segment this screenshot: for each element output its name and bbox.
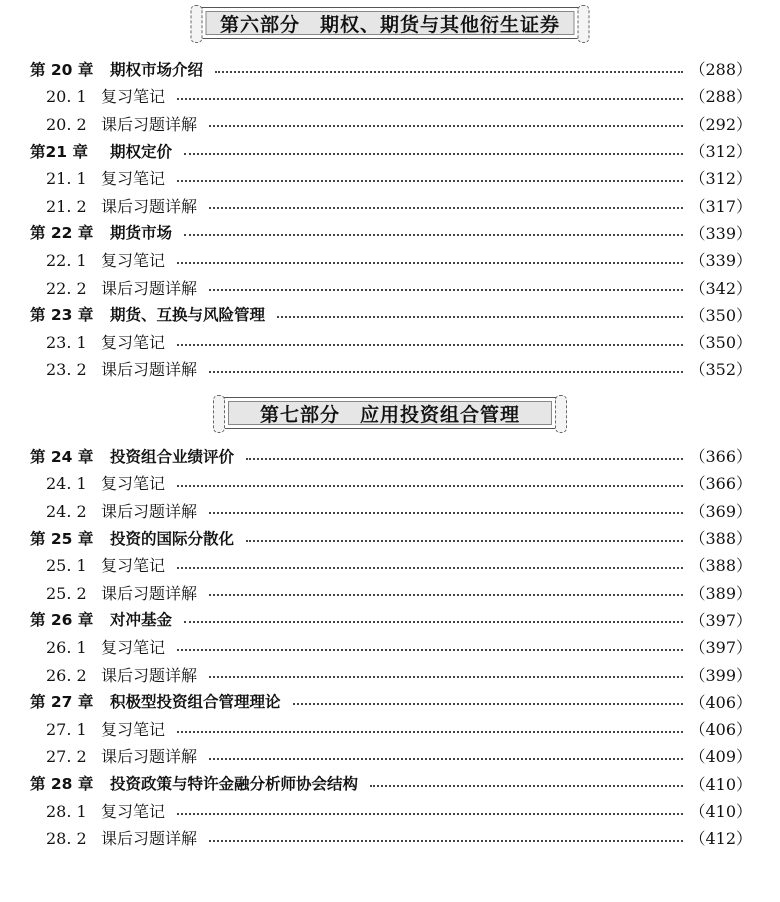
toc-entry-title: 复习笔记 [101, 720, 166, 740]
toc-entry-number: 28. 2 [46, 829, 87, 849]
dot-leader [209, 512, 683, 514]
toc-entry-number: 25. 1 [46, 556, 87, 576]
toc-page-number: （339） [689, 223, 752, 243]
dot-leader [184, 234, 683, 236]
toc-entry-label [30, 140, 178, 162]
toc-entry-label [30, 276, 203, 299]
toc-page-number: （288） [689, 60, 752, 80]
toc-entry-label [30, 445, 240, 467]
toc-entry-title: 期货市场 [110, 224, 173, 243]
dot-leader [209, 758, 683, 760]
toc-chapter-row[interactable] [30, 55, 752, 82]
toc-entry-label [30, 690, 287, 712]
toc-entry-title: 复习笔记 [101, 169, 166, 189]
toc-entry-title: 复习笔记 [101, 333, 166, 353]
toc-entry-number: 第 28 章 [30, 775, 94, 794]
dot-leader [293, 703, 684, 705]
toc-entry-number: 23. 2 [46, 360, 87, 380]
toc-entry-label [30, 772, 364, 794]
toc-entry-number: 第 25 章 [30, 529, 94, 548]
toc-page-number: （406） [689, 692, 752, 712]
dot-leader [277, 316, 683, 318]
dot-leader [177, 98, 683, 100]
banner-ornament-left [213, 395, 225, 433]
toc-entry-title: 课后习题详解 [101, 360, 198, 380]
toc-entry-title: 投资政策与特许金融分析师协会结构 [110, 775, 359, 794]
toc-entry-label [30, 221, 178, 243]
dot-leader [177, 344, 683, 346]
toc-entry-label [30, 527, 240, 549]
toc-entry-number: 第 26 章 [30, 611, 94, 630]
dot-leader [177, 567, 683, 569]
toc-page-number: （399） [689, 665, 752, 685]
toc-entry-number: 第 24 章 [30, 447, 94, 466]
dot-leader [209, 289, 683, 291]
toc-entry-title: 投资组合业绩评价 [110, 447, 235, 466]
dot-leader [177, 180, 683, 182]
toc-entry-title: 课后习题详解 [101, 829, 198, 849]
banner-ornament-right [578, 5, 590, 43]
toc-entry-label [30, 84, 171, 107]
toc-section-row[interactable] [30, 742, 752, 769]
dot-leader [209, 125, 683, 127]
toc-page-number: （352） [689, 360, 752, 380]
toc-page-number: （410） [689, 802, 752, 821]
toc-entry-title: 期权市场介绍 [110, 60, 204, 79]
toc-entry-title: 期权定价 [110, 142, 173, 161]
toc-chapter-row[interactable] [30, 442, 752, 469]
toc-page-number: （339） [689, 251, 752, 271]
toc-page-number: （410） [689, 774, 752, 794]
toc-section-row[interactable] [30, 797, 752, 824]
toc-entry-number: 22. 2 [46, 278, 87, 298]
toc-page-number: （412） [689, 829, 752, 849]
toc-chapter-row[interactable] [30, 301, 752, 328]
toc-entry-label [30, 717, 171, 740]
toc-entry-label [30, 58, 209, 80]
toc-entry-label [30, 635, 171, 658]
toc-entry-label [30, 826, 203, 849]
toc-section-row[interactable] [30, 246, 752, 273]
toc-entry-number: 24. 1 [46, 474, 87, 494]
toc-entry-title: 复习笔记 [101, 802, 166, 821]
toc-entry-title: 课后习题详解 [101, 583, 198, 603]
toc-page-number: （350） [689, 305, 752, 325]
toc-entry-number: 27. 2 [46, 747, 87, 767]
toc-entry-number: 20. 2 [46, 114, 87, 134]
dot-leader [209, 676, 683, 678]
toc-entry-label [30, 663, 203, 686]
toc-page-number: （342） [689, 278, 752, 298]
toc-entry-number: 28. 1 [46, 802, 87, 821]
toc-section-row[interactable] [30, 551, 752, 578]
toc-chapter-row[interactable] [30, 770, 752, 797]
toc-entry-title: 复习笔记 [101, 556, 166, 576]
toc-page-number: （350） [689, 333, 752, 353]
part-6-title: 第六部分 期权、期货与其他衍生证券 [220, 13, 561, 36]
dot-leader [177, 731, 683, 733]
dot-leader [177, 262, 683, 264]
toc-entry-title: 课后习题详解 [101, 278, 198, 298]
toc-section-row[interactable] [30, 824, 752, 851]
toc-entry-title: 期货、互换与风险管理 [110, 306, 266, 325]
toc-page-number: （288） [689, 87, 752, 107]
toc-entry-number: 第 27 章 [30, 693, 94, 712]
dot-leader [215, 71, 683, 73]
toc-entry-label [30, 166, 171, 189]
dot-leader [370, 785, 683, 787]
toc-page-number: （369） [689, 501, 752, 521]
toc-entry-title: 课后习题详解 [101, 114, 198, 134]
toc-section-row[interactable] [30, 497, 752, 524]
toc-entry-title: 课后习题详解 [101, 665, 198, 685]
toc-page-number: （292） [689, 114, 752, 134]
toc-section-row[interactable] [30, 191, 752, 218]
toc-entry-number: 20. 1 [46, 87, 87, 107]
toc-entry-number: 26. 1 [46, 638, 87, 658]
toc-section-row[interactable] [30, 469, 752, 496]
banner-ornament-left [191, 5, 203, 43]
toc-page-number: （397） [689, 638, 752, 658]
dot-leader [177, 649, 683, 651]
dot-leader [184, 621, 683, 623]
toc-page-number: （312） [689, 169, 752, 189]
dot-leader [177, 485, 683, 487]
part-6-banner [202, 7, 579, 39]
toc-entry-number: 第 23 章 [30, 306, 94, 325]
toc-entry-number: 27. 1 [46, 720, 87, 740]
toc-entry-number: 第 22 章 [30, 224, 94, 243]
toc-chapter-row[interactable] [30, 688, 752, 715]
toc-page-number: （406） [689, 720, 752, 740]
toc-entry-label [30, 799, 171, 822]
toc-entry-title: 复习笔记 [101, 638, 166, 658]
dot-leader [246, 540, 683, 542]
toc-entry-number: 21. 2 [46, 196, 87, 216]
toc-entry-label [30, 744, 203, 767]
toc-entry-title: 复习笔记 [101, 87, 166, 107]
toc-chapter-row[interactable] [30, 606, 752, 633]
part-7-banner [224, 397, 556, 429]
toc-entry-number: 21. 1 [46, 169, 87, 189]
banner-ornament-right [555, 395, 567, 433]
part-6-toc-list [30, 55, 752, 383]
toc-entry-number: 25. 2 [46, 583, 87, 603]
toc-entry-label [30, 581, 203, 604]
toc-entry-label [30, 608, 178, 630]
toc-entry-label [30, 499, 203, 522]
toc-entry-number: 第 20 章 [30, 60, 94, 79]
toc-entry-title: 课后习题详解 [101, 196, 198, 216]
toc-page-number: （397） [689, 610, 752, 630]
dot-leader [246, 458, 683, 460]
dot-leader [209, 207, 683, 209]
toc-entry-label [30, 303, 271, 325]
toc-section-row[interactable] [30, 578, 752, 605]
toc-entry-number: 24. 2 [46, 501, 87, 521]
toc-entry-label [30, 194, 203, 217]
toc-section-row[interactable] [30, 110, 752, 137]
toc-entry-title: 课后习题详解 [101, 501, 198, 521]
toc-section-row[interactable] [30, 82, 752, 109]
toc-entry-label [30, 471, 171, 494]
dot-leader [209, 840, 683, 842]
toc-entry-title: 积极型投资组合管理理论 [110, 693, 281, 712]
toc-page-number: （317） [689, 196, 752, 216]
toc-section-row[interactable] [30, 355, 752, 382]
toc-section-row[interactable] [30, 273, 752, 300]
toc-page-number: （389） [689, 583, 752, 603]
toc-page-number: （388） [689, 556, 752, 576]
toc-entry-number: 22. 1 [46, 251, 87, 271]
toc-entry-title: 课后习题详解 [101, 747, 198, 767]
toc-chapter-row[interactable] [30, 219, 752, 246]
toc-entry-label [30, 112, 203, 135]
part-7-toc-list [30, 442, 752, 851]
toc-chapter-row[interactable] [30, 524, 752, 551]
toc-entry-title: 对冲基金 [110, 611, 173, 630]
dot-leader [209, 371, 683, 373]
toc-chapter-row[interactable] [30, 137, 752, 164]
toc-section-row[interactable] [30, 633, 752, 660]
toc-entry-number: 26. 2 [46, 665, 87, 685]
toc-entry-number: 23. 1 [46, 333, 87, 353]
toc-page-number: （388） [689, 529, 752, 549]
dot-leader [209, 594, 683, 596]
part-7-title: 第七部分 应用投资组合管理 [259, 403, 520, 426]
toc-page-number: （366） [689, 474, 752, 494]
dot-leader [184, 153, 683, 155]
toc-section-row[interactable] [30, 660, 752, 687]
toc-section-row[interactable] [30, 715, 752, 742]
toc-page-number: （366） [689, 447, 752, 467]
toc-section-row[interactable] [30, 164, 752, 191]
toc-entry-label [30, 248, 171, 271]
toc-entry-label [30, 553, 171, 576]
toc-entry-title: 投资的国际分散化 [110, 529, 235, 548]
toc-page-number: （409） [689, 747, 752, 767]
dot-leader [177, 813, 683, 815]
toc-entry-title: 复习笔记 [101, 251, 166, 271]
toc-page-number: （312） [689, 142, 752, 162]
toc-entry-label [30, 357, 203, 380]
toc-entry-number: 第21 章 [30, 142, 88, 161]
toc-section-row[interactable] [30, 328, 752, 355]
toc-entry-label [30, 330, 171, 353]
toc-entry-title: 复习笔记 [101, 474, 166, 494]
